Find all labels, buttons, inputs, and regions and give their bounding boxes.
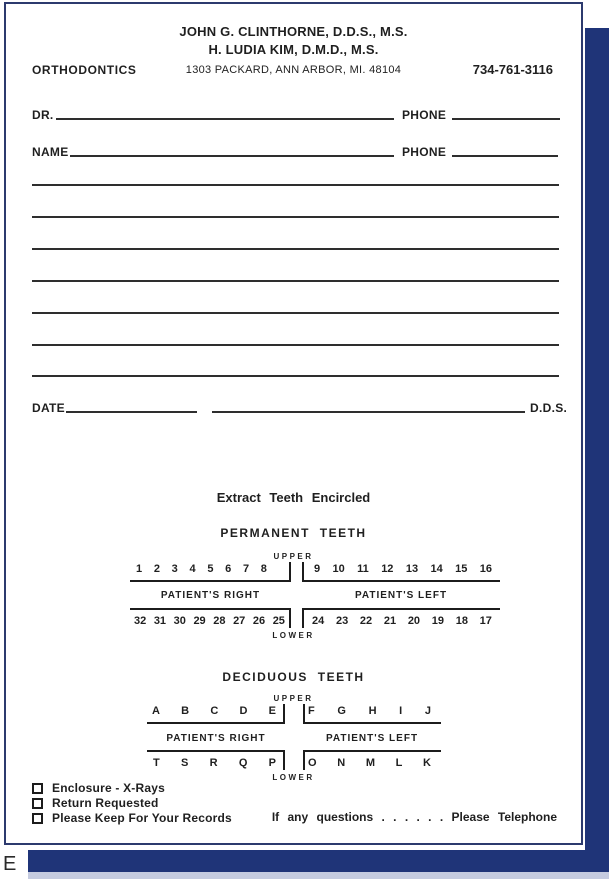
dr-label: DR. <box>32 108 54 122</box>
dds-label: D.D.S. <box>530 401 568 415</box>
tooth-label[interactable]: T <box>153 757 160 769</box>
dr-phone-field-line[interactable] <box>452 118 560 120</box>
tooth-label[interactable]: 21 <box>383 615 397 627</box>
deciduous-patients-left-label: PATIENT'S LEFT <box>325 733 419 744</box>
checkbox-row-keep-records[interactable] <box>32 811 232 825</box>
checkbox-row-return-requested[interactable] <box>32 796 159 810</box>
deciduous-upper-right-quadrant[interactable] <box>303 704 441 724</box>
date-field-line[interactable] <box>66 411 197 413</box>
writing-line-1[interactable] <box>32 184 559 186</box>
tooth-label[interactable]: 18 <box>455 615 468 627</box>
tooth-label[interactable]: O <box>308 757 317 769</box>
tooth-label[interactable]: H <box>368 705 377 717</box>
tooth-label[interactable]: 11 <box>357 563 369 575</box>
tooth-label[interactable]: 2 <box>153 563 160 575</box>
tooth-label[interactable]: R <box>209 757 218 769</box>
tooth-label[interactable]: 22 <box>359 615 373 627</box>
checkbox-enclosure-xrays[interactable] <box>32 783 43 794</box>
tooth-label[interactable]: P <box>268 757 276 769</box>
checkbox-enclosure-xrays-label: Enclosure - X-Rays <box>52 781 165 795</box>
name-phone-label: PHONE <box>402 145 447 159</box>
practice-phone: 734-761-3116 <box>472 62 553 77</box>
tooth-label[interactable]: 13 <box>405 563 419 575</box>
checkbox-return-requested[interactable] <box>32 798 43 809</box>
tooth-label[interactable]: 10 <box>332 563 345 575</box>
tooth-label[interactable]: K <box>423 757 431 769</box>
tooth-label[interactable]: 9 <box>314 563 321 575</box>
name-label: NAME <box>32 145 69 159</box>
tooth-label[interactable]: A <box>152 705 160 717</box>
permanent-patients-left-label: PATIENT'S LEFT <box>354 590 448 601</box>
permanent-lower-label: LOWER <box>272 631 315 640</box>
deciduous-upper-label: UPPER <box>273 694 314 703</box>
figure-label: E <box>3 853 17 875</box>
checkbox-keep-records[interactable] <box>32 813 43 824</box>
tooth-label[interactable]: B <box>181 705 190 717</box>
deciduous-lower-left-quadrant[interactable] <box>147 750 285 770</box>
permanent-lower-right-quadrant[interactable] <box>302 608 500 628</box>
writing-line-2[interactable] <box>32 216 559 218</box>
deciduous-lower-right-quadrant[interactable] <box>303 750 441 770</box>
permanent-upper-label: UPPER <box>273 552 314 561</box>
book-cover-right-band <box>585 28 609 872</box>
name-phone-field-line[interactable] <box>452 155 558 157</box>
tooth-label[interactable]: 30 <box>173 615 186 627</box>
tooth-label[interactable]: 32 <box>134 615 147 627</box>
tooth-label[interactable]: 8 <box>260 563 267 575</box>
deciduous-upper-left-quadrant[interactable] <box>147 704 285 724</box>
checkbox-keep-records-label: Please Keep For Your Records <box>52 811 232 825</box>
writing-line-6[interactable] <box>32 344 559 346</box>
tooth-label[interactable]: 23 <box>335 615 349 627</box>
tooth-label[interactable]: 25 <box>272 615 285 627</box>
tooth-label[interactable]: I <box>399 705 403 717</box>
tooth-label[interactable]: M <box>365 757 375 769</box>
practice-address: 1303 PACKARD, ANN ARBOR, MI. 48104 <box>185 64 402 76</box>
permanent-teeth-heading: PERMANENT TEETH <box>220 526 367 540</box>
book-cover-bottom-band <box>28 850 609 872</box>
tooth-label[interactable]: 6 <box>225 563 232 575</box>
tooth-label[interactable]: 4 <box>189 563 196 575</box>
tooth-label[interactable]: 5 <box>207 563 214 575</box>
tooth-label[interactable]: 19 <box>431 615 445 627</box>
tooth-label[interactable]: G <box>337 705 346 717</box>
referral-form-page <box>4 2 583 845</box>
tooth-label[interactable]: E <box>268 705 276 717</box>
tooth-label[interactable]: 29 <box>193 615 206 627</box>
tooth-label[interactable]: L <box>395 757 403 769</box>
tooth-label[interactable]: J <box>424 705 431 717</box>
tooth-label[interactable]: Q <box>238 757 248 769</box>
tooth-label[interactable]: 3 <box>171 563 178 575</box>
writing-line-3[interactable] <box>32 248 559 250</box>
tooth-label[interactable]: S <box>181 757 189 769</box>
tooth-label[interactable]: 20 <box>407 615 421 627</box>
tooth-label[interactable]: 28 <box>213 615 226 627</box>
tooth-label[interactable]: 16 <box>479 563 492 575</box>
tooth-label[interactable]: 12 <box>381 563 394 575</box>
tooth-label[interactable]: D <box>239 705 248 717</box>
name-field-line[interactable] <box>70 155 394 157</box>
permanent-upper-left-quadrant[interactable] <box>130 562 291 582</box>
deciduous-lower-label: LOWER <box>272 773 315 782</box>
tooth-label[interactable]: 14 <box>430 563 443 575</box>
dr-phone-label: PHONE <box>402 108 447 122</box>
writing-line-4[interactable] <box>32 280 559 282</box>
questions-note: If any questions . . . . . . Please Telephone <box>271 810 557 824</box>
checkbox-row-enclosure-xrays[interactable] <box>32 781 165 795</box>
tooth-label[interactable]: 27 <box>233 615 246 627</box>
dr-field-line[interactable] <box>56 118 394 120</box>
writing-line-5[interactable] <box>32 312 559 314</box>
doctor-name-line1: JOHN G. CLINTHORNE, D.D.S., M.S. <box>179 24 408 39</box>
permanent-patients-right-label: PATIENT'S RIGHT <box>160 590 261 601</box>
tooth-label[interactable]: C <box>210 705 219 717</box>
tooth-label[interactable]: 15 <box>455 563 468 575</box>
deciduous-patients-right-label: PATIENT'S RIGHT <box>166 733 266 744</box>
tooth-label[interactable]: 17 <box>479 615 492 627</box>
tooth-label[interactable]: 7 <box>242 563 250 575</box>
date-label: DATE <box>32 401 65 415</box>
chart-title: Extract Teeth Encircled <box>216 490 371 505</box>
tooth-label[interactable]: 31 <box>153 615 167 627</box>
tooth-label[interactable]: N <box>337 757 346 769</box>
writing-line-7[interactable] <box>32 375 559 377</box>
tooth-label[interactable]: F <box>308 705 315 717</box>
checkbox-return-requested-label: Return Requested <box>52 796 159 810</box>
signature-field-line[interactable] <box>212 411 525 413</box>
permanent-lower-left-quadrant[interactable] <box>130 608 291 628</box>
tooth-label[interactable]: 26 <box>252 615 266 627</box>
doctor-name-line2: H. LUDIA KIM, D.M.D., M.S. <box>208 42 379 57</box>
tooth-label[interactable]: 24 <box>312 615 325 627</box>
book-cover-edge-strip <box>28 872 609 879</box>
practice-label: ORTHODONTICS <box>32 63 137 77</box>
tooth-label[interactable]: 1 <box>136 563 143 575</box>
permanent-upper-right-quadrant[interactable] <box>302 562 500 582</box>
deciduous-teeth-heading: DECIDUOUS TEETH <box>222 670 365 684</box>
